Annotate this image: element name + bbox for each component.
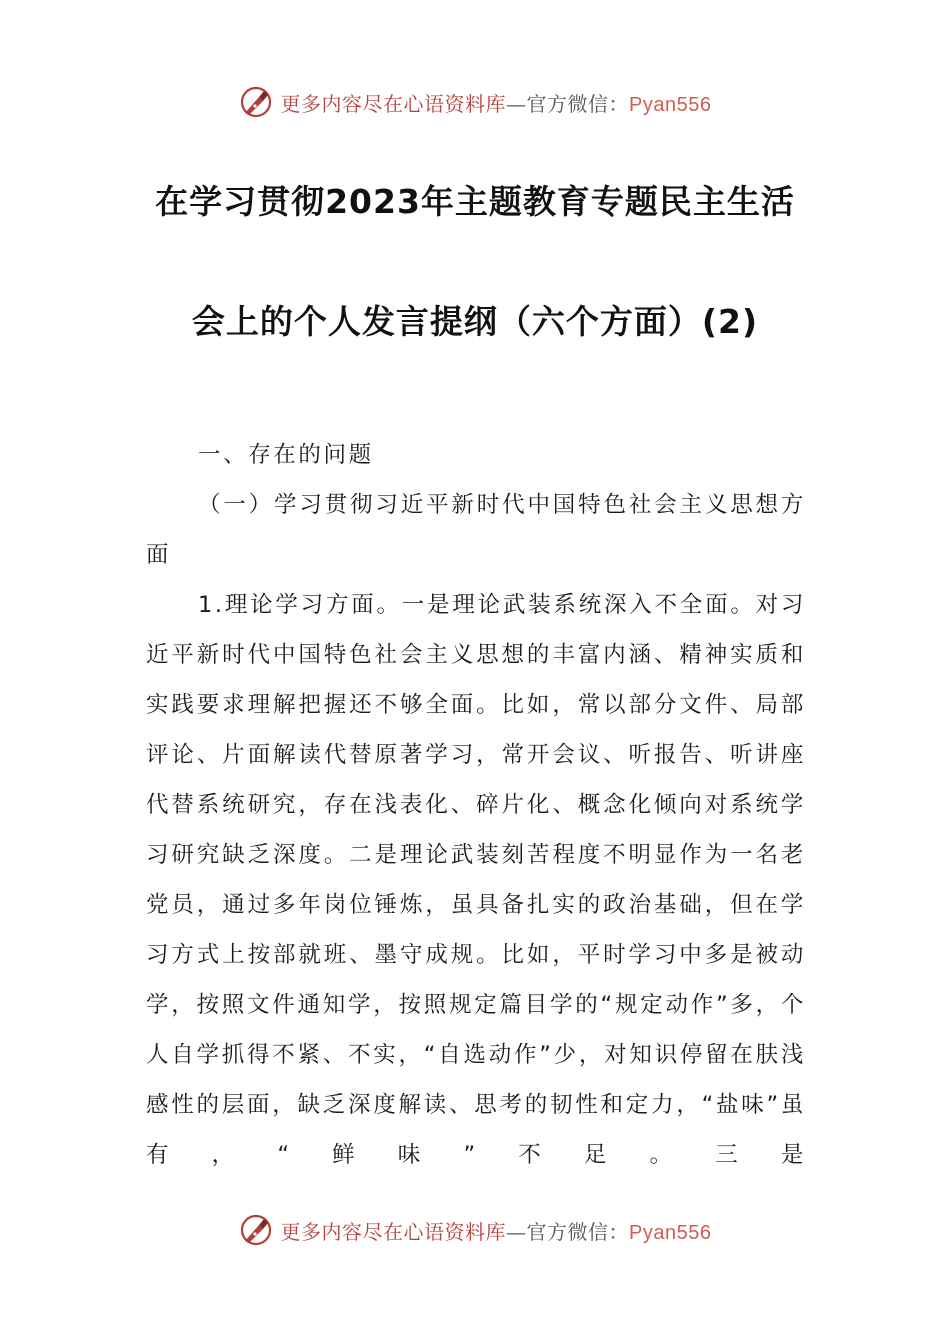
body-paragraph: 1.理论学习方面。一是理论武装系统深入不全面。对习近平新时代中国特色社会主义思想的丰富内涵、精神实质和实践要求理解把握还不够全面。比如，常以部分文件、局部评论、片面解读代替原著学习，常开会议、听报告、听讲座代替系统研究，存在浅表化、碎片化、概念化倾向对系统学习研究缺乏深度。二是理论武装刻苦程度不明显作为一名老党员，通过多年岗位锤炼，虽具备扎实的政治基础，但在学习方式上按部就班、墨守成规。比如，平时学习中多是被动学，按照文件通知学，按照规定篇目学的“规定动作”多，个人自学抓得不紧、不实，“自选动作”少，对知识停留在肤浅感性的层面，缺乏深度解读、思考的韧性和定力，“盐味”虽有，“鲜味”不足。三是	[146, 592, 806, 1168]
document-title-line-2: 会上的个人发言提纲（六个方面）(2)	[191, 302, 759, 341]
official-label: —官方微信：	[506, 1219, 630, 1244]
header-watermark-text	[281, 88, 712, 117]
site-name: 更多内容尽在心语资料库	[280, 1219, 507, 1244]
official-label: —官方微信：	[506, 91, 630, 116]
site-name: 更多内容尽在心语资料库	[280, 91, 507, 116]
footer-watermark-banner	[0, 1210, 950, 1250]
document-title-line-1: 在学习贯彻2023年主题教育专题民主生活	[155, 182, 795, 221]
footer-watermark-text	[281, 1216, 712, 1245]
pen-nib-logo-icon	[239, 1213, 273, 1247]
section-heading: 一、存在的问题	[198, 442, 374, 468]
pen-nib-logo-icon	[239, 85, 273, 119]
wechat-account: Pyan556	[629, 93, 712, 116]
header-watermark-banner	[0, 82, 950, 122]
wechat-account: Pyan556	[629, 1221, 712, 1244]
subsection-heading: （一）学习贯彻习近平新时代中国特色社会主义思想方面	[146, 492, 806, 568]
